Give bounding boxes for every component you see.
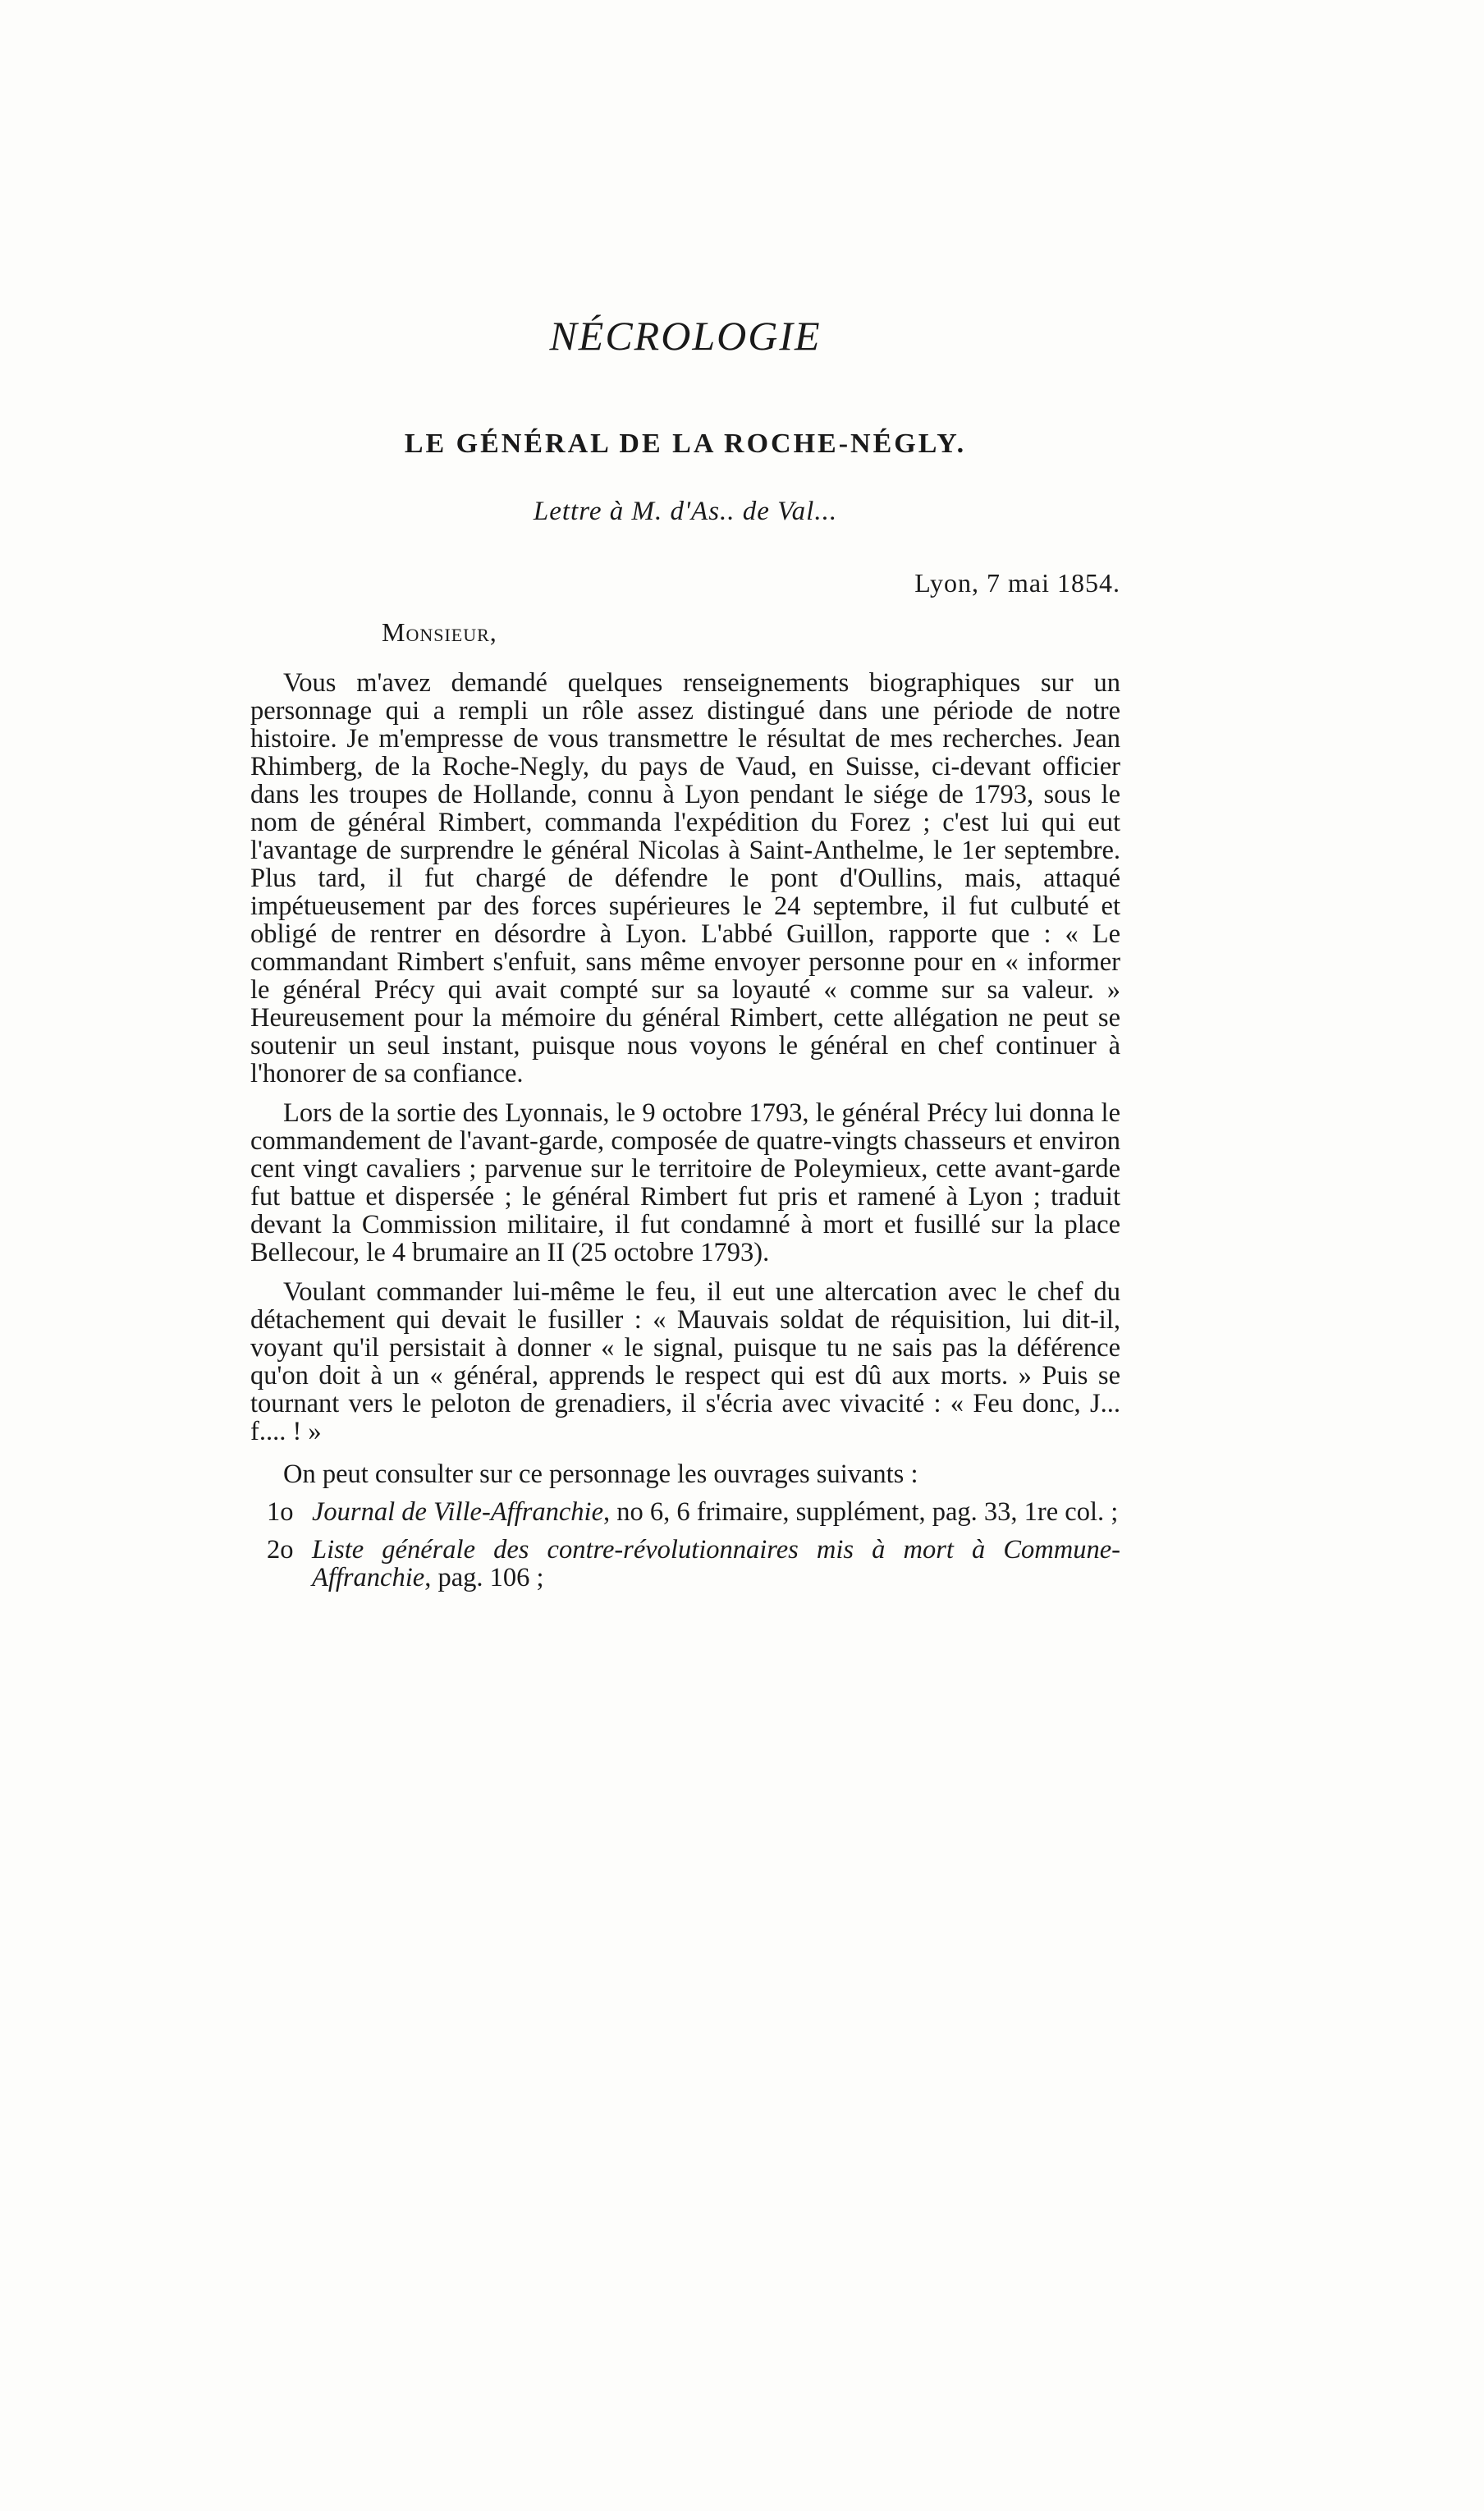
paragraph: Vous m'avez demandé quelques renseignements biographiques sur un personnage qui a rempli un rôle assez distingué dans une période de notre histoire. Je m'empresse de vous transmettre le résultat de mes recherches. Jean Rhimberg, de la Roche-Negly, du pays de Vaud, en Suisse, ci-devant officier dans les troupes de Hollande, connu à Lyon pendant le siége de 1793, sous le nom de général Rimbert, commanda l'expédition du Forez ; c'est lui qui eut l'avantage de surprendre le général Nicolas à Saint-Anthelme, le 1er septembre. Plus tard, il fut chargé de défendre le pont d'Oullins, mais, attaqué impétueusement par des forces supérieures le 24 septembre, il fut culbuté et obligé de rentrer en désordre à Lyon. L'abbé Guillon, rapporte que : « Le commandant Rimbert s'enfuit, sans même envoyer personne pour en « informer le général Précy qui avait compté sur sa loyauté « comme sur sa valeur. » Heureusement pour la mémoire du général Rimbert, cette allégation ne peut se soutenir un seul instant, puisque nous voyons le général en chef continuer à l'honorer de sa confiance. — [250, 668, 1120, 1088]
letter-body — [250, 669, 1120, 1601]
article-subtitle: Lettre à M. d'As.. de Val... — [533, 497, 838, 526]
reference-details: , pag. 106 ; — [424, 1563, 544, 1592]
reference-details: , no 6, 6 frimaire, supplément, pag. 33, 1re col. ; — [603, 1497, 1119, 1527]
dateline: Lyon, 7 mai 1854. — [914, 568, 1120, 598]
reference-title: Journal de Ville-Affranchie — [312, 1497, 603, 1527]
reference-item — [250, 1536, 1120, 1592]
reference-item — [250, 1498, 1120, 1526]
references-intro: On peut consulter sur ce personnage les ouvrages suivants : — [283, 1459, 918, 1489]
salutation: Monsieur, — [382, 617, 497, 647]
reference-number: 1o — [267, 1497, 294, 1527]
article-title: LE GÉNÉRAL DE LA ROCHE-NÉGLY. — [404, 428, 967, 459]
reference-number: 2o — [267, 1535, 294, 1565]
paragraph: Voulant commander lui-même le feu, il eut une altercation avec le chef du détachement qui devait le fusiller : « Mauvais soldat de réquisition, lui dit-il, voyant qu'il persistait à donner « le signal, puisque tu ne sais pas la déférence qu'on doit à un « général, apprends le respect qui est dû aux morts. » Puis se tournant vers le peloton de grenadiers, il s'écria avec vivacité : « Feu donc, J... f.... ! » — [250, 1277, 1120, 1446]
paragraph: Lors de la sortie des Lyonnais, le 9 octobre 1793, le général Précy lui donna le commandement de l'avant-garde, composée de quatre-vingts chasseurs et environ cent vingt cavaliers ; parvenue sur le territoire de Poleymieux, cette avant-garde fut battue et dispersée ; le général Rimbert fut pris et ramené à Lyon ; traduit devant la Commission militaire, il fut condamné à mort et fusillé sur la place Bellecour, le 4 brumaire an II (25 octobre 1793). — [250, 1098, 1120, 1267]
reference-title: Liste générale des contre-révolutionnaires mis à mort à Commune-Affranchie — [312, 1535, 1120, 1592]
section-title: NÉCROLOGIE — [549, 313, 822, 359]
